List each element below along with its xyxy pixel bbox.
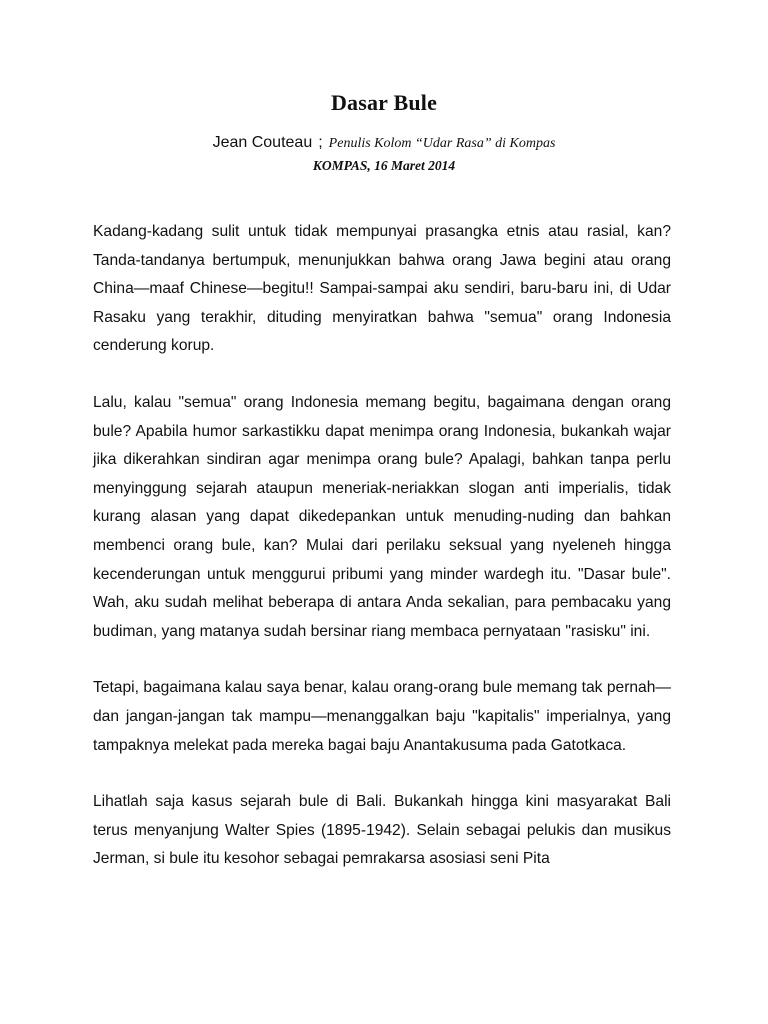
author-name: Jean Couteau [212, 134, 313, 151]
byline-separator: ; [318, 134, 323, 151]
paragraph-4: Lihatlah saja kasus sejarah bule di Bali. Bukankah hingga kini masyarakat Bali terus menyanjung Walter Spies (1895-1942). Selain sebagai pelukis dan musikus Jerman, si bule itu kesohor sebagai pemrakarsa asosiasi seni Pita [93, 793, 671, 868]
byline [0, 134, 768, 152]
paragraph-3: Tetapi, bagaimana kalau saya benar, kalau orang-orang bule memang tak pernah—dan jangan-jangan tak mampu—menanggalkan baju "kapitalis" imperialnya, yang tampaknya melekat pada mereka bagai baju Anantakusuma pada Gatotkaca. [93, 679, 671, 754]
author-role: Penulis Kolom “Udar Rasa” di Kompas [328, 136, 556, 151]
article-title: Dasar Bule [330, 90, 438, 115]
publication-source: KOMPAS, 16 Maret 2014 [312, 158, 456, 173]
article-body [93, 218, 671, 902]
paragraph-2: Lalu, kalau "semua" orang Indonesia memang begitu, bagaimana dengan orang bule? Apabila humor sarkastikku dapat menimpa orang Indonesia, bukankah wajar jika dikerahkan sindiran agar menimpa orang bule? Apalagi, bahkan tanpa perlu menyinggung sejarah ataupun meneriak-neriakkan slogan anti imperialis, tidak kurang alasan yang dapat dikedepankan untuk menuding-nuding dan bahkan membenci orang bule, kan? Mulai dari perilaku seksual yang nyeleneh hingga kecenderungan untuk menggurui pribumi yang minder wardegh itu. "Dasar bule". Wah, aku sudah melihat beberapa di antara Anda sekalian, para pembacaku yang budiman, yang matanya sudah bersinar riang membaca pernyataan "rasisku" ini. [93, 393, 671, 640]
paragraph-1: Kadang-kadang sulit untuk tidak mempunyai prasangka etnis atau rasial, kan? Tanda-tandanya bertumpuk, menunjukkan bahwa orang Jawa begini atau orang China—maaf Chinese—begitu!! Sampai-sampai aku sendiri, baru-baru ini, di Udar Rasaku yang terakhir, dituding menyiratkan bahwa "semua" orang Indonesia cenderung korup. [93, 223, 671, 355]
